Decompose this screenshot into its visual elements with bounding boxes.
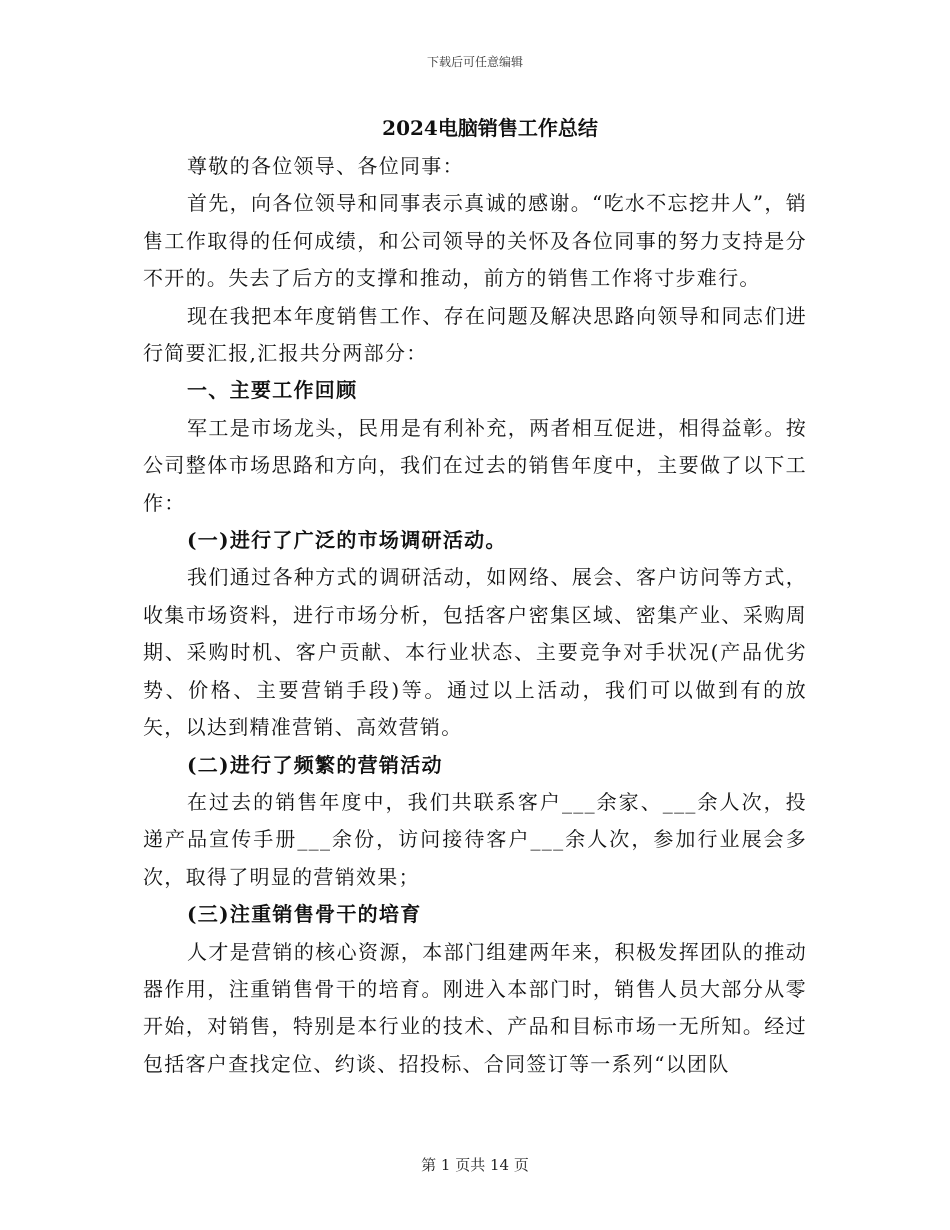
page-number: 第 1 页共 14 页 (421, 1156, 529, 1174)
document-body (143, 108, 807, 1083)
subheading-talent-cultivation: (三)注重销售骨干的培育 (187, 902, 422, 927)
section-heading-review: 一、主要工作回顾 (187, 378, 358, 403)
subheading-marketing-activities: (二)进行了频繁的营销活动 (187, 752, 443, 777)
salutation: 尊敬的各位领导、各位同事： (187, 154, 464, 178)
paragraph-market-research: 我们通过各种方式的调研活动，如网络、展会、客户访问等方式，收集市场资料，进行市场分析，包括客户密集区域、密集产业、采购周期、采购时机、客户贡献、本行业状态、主要竞争对手状况(产品优劣势、价格、主要营销手段)等。通过以上活动，我们可以做到有的放矢，以达到精准营销、高效营销。 (143, 565, 807, 740)
subheading-market-research: (一)进行了广泛的市场调研活动。 (187, 528, 507, 553)
document-title: 2024电脑销售工作总结 (382, 116, 598, 140)
paragraph-report-intro: 现在我把本年度销售工作、存在问题及解决思路向领导和同志们进行简要汇报,汇报共分两部分： (143, 303, 807, 366)
paragraph-talent-cultivation: 人才是营销的核心资源，本部门组建两年来，积极发挥团队的推动器作用，注重销售骨干的培育。刚进入本部门时，销售人员大部分从零开始，对销售，特别是本行业的技术、产品和目标市场一无所知。经过包括客户查找定位、约谈、招投标、合同签订等一系列“以团队 (143, 939, 807, 1076)
paragraph-market-direction: 军工是市场龙头，民用是有利补充，两者相互促进，相得益彰。按公司整体市场思路和方向，我们在过去的销售年度中，主要做了以下工作： (143, 415, 807, 515)
paragraph-thanks: 首先，向各位领导和同事表示真诚的感谢。“吃水不忘挖井人”，销售工作取得的任何成绩，和公司领导的关怀及各位同事的努力支持是分不开的。失去了后方的支撑和推动，前方的销售工作将寸步难行。 (143, 191, 807, 291)
paragraph-marketing-activities: 在过去的销售年度中，我们共联系客户___余家、___余人次，投递产品宣传手册___余份，访问接待客户___余人次，参加行业展会多次，取得了明显的营销效果； (143, 789, 807, 889)
page-header-note: 下载后可任意编辑 (426, 55, 523, 69)
